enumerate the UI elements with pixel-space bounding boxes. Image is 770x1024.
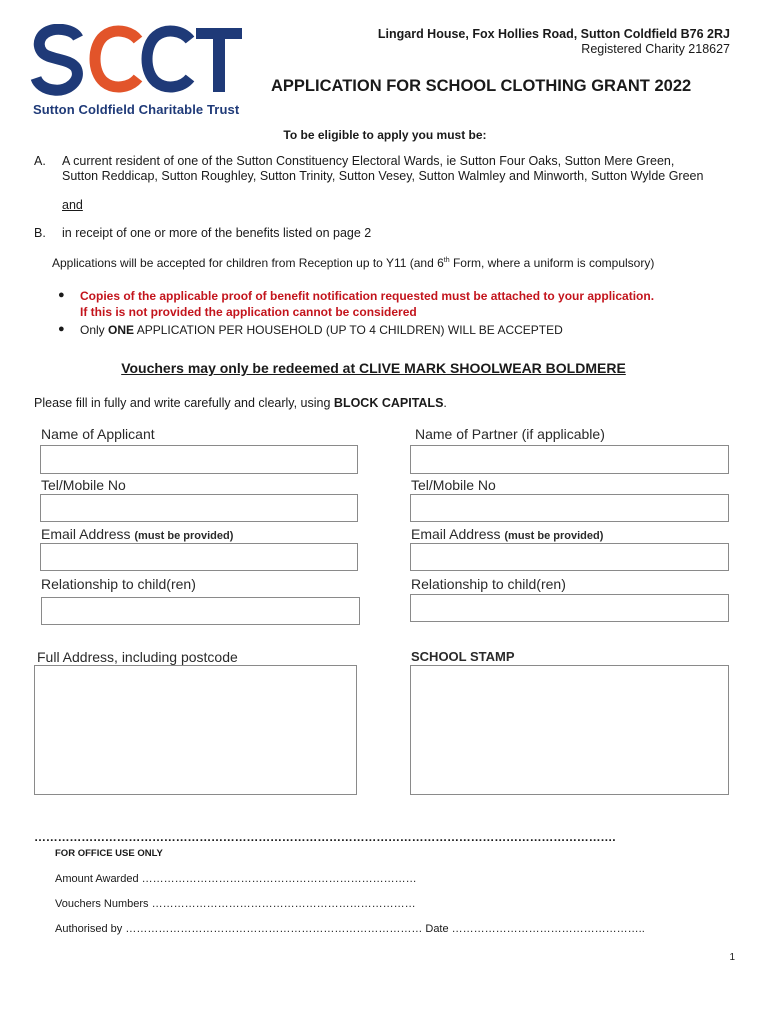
partner-email-label-note: (must be provided) (504, 530, 604, 542)
partner-email-label-text: Email Address (411, 526, 505, 542)
item-b-letter: B. (34, 226, 46, 240)
applications-note (52, 256, 654, 270)
item-a-line1: A current resident of one of the Sutton Constituency Electoral Wards, ie Sutton Four Oaks, Sutton Mere Green, (62, 154, 675, 168)
applicant-name-label: Name of Applicant (41, 426, 155, 442)
one-application-bold: ONE (108, 323, 135, 337)
amount-awarded-line: Amount Awarded ………………………………………………………………… (55, 873, 417, 885)
office-use-heading: FOR OFFICE USE ONLY (55, 848, 163, 859)
fill-instructions-post: . (443, 396, 447, 410)
header-address: Lingard House, Fox Hollies Road, Sutton Coldfield B76 2RJ (377, 27, 730, 41)
applications-note-sup: th (443, 257, 450, 264)
full-address-label: Full Address, including postcode (37, 649, 238, 665)
item-b-text: in receipt of one or more of the benefits listed on page 2 (62, 226, 372, 240)
applicant-email-label (41, 526, 233, 542)
applicant-email-field[interactable] (40, 543, 358, 571)
scct-logo (30, 24, 245, 96)
fill-instructions-pre: Please fill in fully and write carefully and clearly, using (34, 396, 334, 410)
item-a-line2: Sutton Reddicap, Sutton Roughley, Sutton Trinity, Sutton Vesey, Sutton Walmley and Minworth, Sutton Wylde Green (62, 169, 704, 183)
proof-warning-line1: Copies of the applicable proof of benefit notification requested must be attached to your application. (80, 289, 655, 303)
partner-name-field[interactable] (410, 445, 729, 474)
eligibility-heading: To be eligible to apply you must be: (283, 128, 487, 142)
partner-relationship-label: Relationship to child(ren) (411, 576, 566, 592)
applicant-email-label-note: (must be provided) (134, 530, 234, 542)
voucher-notice: Vouchers may only be redeemed at CLIVE MARK SHOOLWEAR BOLDMERE (121, 360, 626, 376)
logo-subtitle: Sutton Coldfield Charitable Trust (33, 102, 240, 117)
applicant-email-label-text: Email Address (41, 526, 135, 542)
applicant-relationship-label: Relationship to child(ren) (41, 576, 196, 592)
school-stamp-label: SCHOOL STAMP (411, 649, 515, 664)
fill-instructions (34, 396, 447, 410)
one-application-post: APPLICATION PER HOUSEHOLD (UP TO 4 CHILDREN) WILL BE ACCEPTED (134, 323, 563, 337)
proof-warning-line2: If this is not provided the application cannot be considered (80, 305, 417, 319)
item-a-letter: A. (34, 154, 46, 168)
voucher-numbers-line: Vouchers Numbers ……………………………………………………………… (55, 898, 416, 910)
header-charity-number: Registered Charity 218627 (581, 42, 730, 56)
full-address-field[interactable] (34, 665, 357, 795)
applicant-relationship-field[interactable] (41, 597, 360, 625)
partner-name-label: Name of Partner (if applicable) (415, 426, 605, 442)
applicant-name-field[interactable] (40, 445, 358, 474)
page-number: 1 (729, 952, 735, 963)
bullet-dot: ● (58, 323, 65, 335)
partner-relationship-field[interactable] (410, 594, 729, 622)
scct-logo-mark (30, 24, 245, 96)
one-application-pre: Only (80, 323, 109, 337)
partner-tel-label: Tel/Mobile No (411, 477, 496, 493)
bullet-dot: ● (58, 289, 65, 301)
school-stamp-box (410, 665, 729, 795)
applications-note-post: Form, where a uniform is compulsory) (449, 256, 655, 270)
one-application-note (80, 323, 563, 337)
partner-tel-field[interactable] (410, 494, 729, 522)
and-connector: and (62, 198, 83, 212)
authorised-date-line: Authorised by ……………………………………………………………………… Date …………………………………………….. (55, 923, 645, 935)
fill-instructions-bold: BLOCK CAPITALS (333, 396, 444, 410)
partner-email-field[interactable] (410, 543, 729, 571)
applicant-tel-label: Tel/Mobile No (41, 477, 126, 493)
applications-note-pre: Applications will be accepted for children from Reception up to Y11 (and 6 (52, 256, 444, 270)
office-separator: …………………………………………………………………………………………………………………………………. (34, 830, 616, 844)
page-title: APPLICATION FOR SCHOOL CLOTHING GRANT 2022 (271, 77, 692, 95)
applicant-tel-field[interactable] (40, 494, 358, 522)
partner-email-label (411, 526, 603, 542)
